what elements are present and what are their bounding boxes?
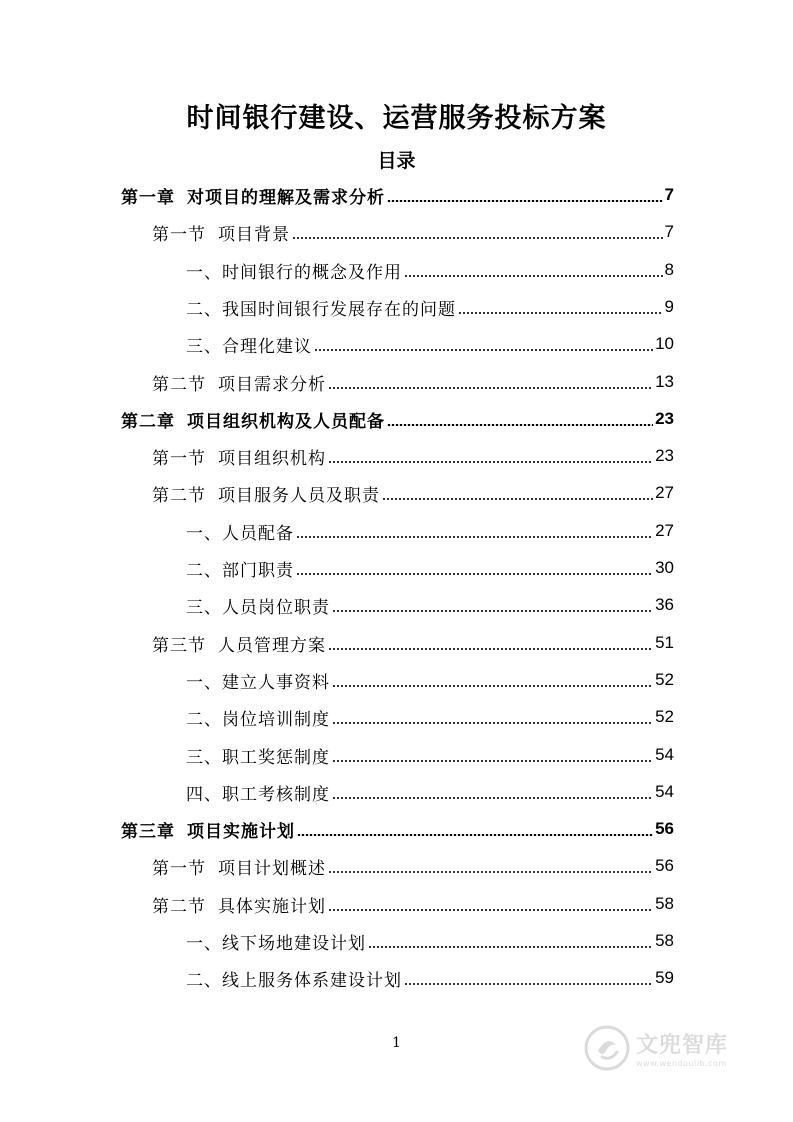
page-number: 1: [392, 1035, 401, 1051]
toc-entry-title: 项目组织机构及人员配备: [187, 411, 385, 432]
toc-entry-level-3[interactable]: [186, 740, 674, 770]
toc-entry-page: 9: [664, 297, 674, 316]
watermark: [584, 1022, 764, 1074]
toc-entry-level-2[interactable]: [152, 628, 674, 658]
watermark-url: www.wendoulib.com: [636, 1059, 727, 1068]
toc-entry-page: 54: [655, 745, 674, 764]
toc-entry-page: 51: [655, 633, 674, 652]
toc-entry-level-2[interactable]: [152, 478, 674, 508]
toc-entry-title: 对项目的理解及需求分析: [187, 187, 385, 208]
toc-entry-level-1[interactable]: [121, 404, 674, 434]
toc-entry-title: 二、我国时间银行发展存在的问题: [186, 299, 456, 320]
toc-dot-leader: [296, 536, 653, 538]
toc-dot-leader: [387, 200, 663, 202]
toc-entry-number: 第二节: [152, 896, 206, 917]
toc-dot-leader: [297, 834, 653, 836]
toc-dot-leader: [387, 424, 653, 426]
toc-entry-page: 8: [664, 260, 674, 279]
toc-entry-page: 58: [655, 931, 674, 950]
toc-dot-leader: [328, 648, 653, 650]
toc-entry-page: 23: [655, 409, 674, 428]
toc-entry-title: 一、时间银行的概念及作用: [186, 262, 402, 283]
toc-dot-leader: [328, 387, 653, 389]
toc-entry-page: 10: [655, 334, 674, 353]
toc-dot-leader: [292, 237, 663, 239]
toc-entry-level-1[interactable]: [121, 814, 674, 844]
toc-entry-title: 项目计划概述: [218, 858, 326, 879]
toc-entry-title: 二、部门职责: [186, 560, 294, 581]
toc-entry-title: 一、线下场地建设计划: [186, 933, 366, 954]
toc-entry-number: 第一节: [152, 224, 206, 245]
toc-entry-title: 具体实施计划: [218, 896, 326, 917]
toc-entry-page: 7: [664, 222, 674, 241]
document-title: 时间银行建设、运营服务投标方案: [186, 103, 607, 134]
toc-entry-level-3[interactable]: [186, 329, 674, 359]
toc-dot-leader: [332, 685, 653, 687]
toc-entry-level-3[interactable]: [186, 702, 674, 732]
toc-entry-level-3[interactable]: [186, 963, 674, 993]
toc-entry-level-2[interactable]: [152, 441, 674, 471]
toc-entry-page: 7: [664, 185, 674, 204]
toc-entry-title: 项目实施计划: [187, 821, 295, 842]
toc-dot-leader: [328, 909, 653, 911]
toc-entry-level-2[interactable]: [152, 889, 674, 919]
toc-entry-level-3[interactable]: [186, 292, 674, 322]
toc-entry-page: 13: [655, 372, 674, 391]
toc-dot-leader: [458, 312, 663, 314]
toc-dot-leader: [404, 275, 663, 277]
toc-entry-title: 四、职工考核制度: [186, 784, 330, 805]
toc-entry-page: 58: [655, 894, 674, 913]
toc-entry-title: 一、建立人事资料: [186, 672, 330, 693]
toc-entry-title: 项目需求分析: [218, 374, 326, 395]
toc-entry-number: 第三节: [152, 635, 206, 656]
toc-dot-leader: [328, 461, 653, 463]
toc-entry-number: 第二节: [152, 374, 206, 395]
watermark-name: 文兜智库: [636, 1033, 729, 1058]
toc-entry-level-3[interactable]: [186, 926, 674, 956]
toc-entry-title: 一、人员配备: [186, 523, 294, 544]
toc-entry-level-3[interactable]: [186, 665, 674, 695]
toc-entry-title: 二、岗位培训制度: [186, 709, 330, 730]
toc-entry-level-1[interactable]: [121, 180, 674, 210]
toc-entry-title: 三、人员岗位职责: [186, 597, 330, 618]
toc-dot-leader: [314, 349, 653, 351]
toc-entry-level-2[interactable]: [152, 217, 674, 247]
toc-entry-title: 项目服务人员及职责: [218, 485, 380, 506]
toc-entry-page: 54: [655, 782, 674, 801]
toc-dot-leader: [332, 610, 653, 612]
toc-entry-page: 36: [655, 595, 674, 614]
toc-dot-leader: [332, 722, 653, 724]
toc-entry-title: 二、线上服务体系建设计划: [186, 970, 402, 991]
toc-entry-level-3[interactable]: [186, 777, 674, 807]
toc-entry-page: 52: [655, 670, 674, 689]
toc-dot-leader: [332, 760, 653, 762]
toc-entry-number: 第二节: [152, 485, 206, 506]
toc-entry-level-3[interactable]: [186, 255, 674, 285]
toc-entry-number: 第二章: [121, 411, 175, 432]
toc-entry-number: 第一章: [121, 187, 175, 208]
toc-dot-leader: [404, 983, 653, 985]
toc-dot-leader: [368, 946, 653, 948]
toc-entry-title: 项目组织机构: [218, 448, 326, 469]
toc-entry-title: 三、职工奖惩制度: [186, 747, 330, 768]
toc-entry-page: 30: [655, 558, 674, 577]
toc-entry-level-3[interactable]: [186, 516, 674, 546]
toc-entry-number: 第三章: [121, 821, 175, 842]
toc-entry-page: 56: [655, 819, 674, 838]
toc-entry-number: 第一节: [152, 858, 206, 879]
toc-dot-leader: [332, 797, 653, 799]
toc-entry-page: 23: [655, 446, 674, 465]
toc-entry-page: 56: [655, 856, 674, 875]
toc-entry-level-3[interactable]: [186, 553, 674, 583]
toc-entry-title: 项目背景: [218, 224, 290, 245]
wendou-logo-icon: [584, 1025, 630, 1071]
toc-entry-number: 第一节: [152, 448, 206, 469]
toc-entry-title: 人员管理方案: [218, 635, 326, 656]
toc-entry-page: 27: [655, 483, 674, 502]
toc-dot-leader: [328, 871, 653, 873]
toc-entry-page: 27: [655, 521, 674, 540]
toc-entry-title: 三、合理化建议: [186, 336, 312, 357]
toc-heading: 目录: [377, 150, 416, 172]
toc-entry-page: 52: [655, 707, 674, 726]
toc-dot-leader: [382, 498, 653, 500]
toc-entry-page: 59: [655, 968, 674, 987]
toc-entry-level-2[interactable]: [152, 851, 674, 881]
toc-dot-leader: [296, 573, 653, 575]
toc-entry-level-2[interactable]: [152, 367, 674, 397]
toc-entry-level-3[interactable]: [186, 590, 674, 620]
